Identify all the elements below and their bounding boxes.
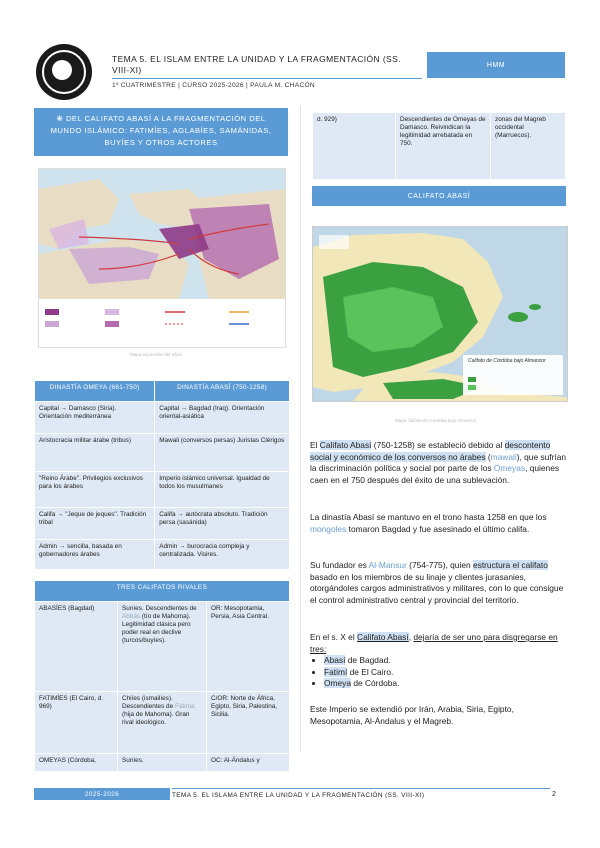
table-row — [313, 113, 566, 180]
table-cell: Imperio islámico universal. Igualdad de todos los musulmanes — [155, 472, 290, 508]
section-heading: CALIFATO ABASÍ — [312, 186, 566, 206]
table-row — [35, 434, 290, 472]
map-caption: Mapa califato de Córdoba bajo Almanzor — [395, 418, 477, 423]
table-cell: Suníes. Descendientes de Abbás (tío de Mahoma). Legitimidad clásica pero poder real en declive (turcos/buyíes). — [118, 602, 207, 692]
table-cell: OC: Al-Ándalus y — [207, 754, 290, 772]
document-title: TEMA 5. EL ISLAM ENTRE LA UNIDAD Y LA FRAGMENTACIÓN (SS. VIII-XI) — [112, 54, 401, 75]
table-cell: Mawali (conversos persas) Juristas Clérigos — [155, 434, 290, 472]
page-number: 2 — [552, 790, 556, 798]
document-subtitle: 1º CUATRIMESTRE | CURSO 2025-2026 | PAULA M. CHACÓN — [112, 82, 315, 89]
table-row — [35, 472, 290, 508]
paragraph: El Califato Abasí (750-1258) se estableció debido al descontento social y económico de los conversos no árabes (mawali), que sufrían la discriminación política y social por parte de los Omeyas, quienes caen en el 750 después del éxito de una sublevación. — [310, 440, 567, 485]
table-cell: Admin → sencilla, basada en gobernadores árabes — [35, 540, 155, 570]
paragraph: La dinastía Abasí se mantuvo en el trono hasta 1258 en que los mongoles tomaron Bagdad y fue asesinado el último califa. — [310, 512, 547, 534]
islam-expansion-map — [38, 168, 286, 348]
table-cell: Capital → Damasco (Siria). Orientación mediterránea — [35, 402, 155, 434]
map-legend-title: Califato de Córdoba bajo Almanzor — [468, 358, 546, 364]
paragraph: En el s. X el Califato Abasí, dejaría de ser uno para disgregarse en tres: • Abasí de Bagdad. • Fatimí de El Cairo. • Omeya de Córdoba. — [310, 632, 568, 690]
table-cell: OR: Mesopotamia, Persia, Asia Central. — [207, 602, 290, 692]
table-header: DINASTÍA OMEYA (661-750) — [35, 381, 155, 402]
caliphates-list — [310, 655, 568, 690]
rival-caliphates-table — [34, 580, 290, 772]
table-cell: Admin → burocracia compleja y centralizada. Visires. — [155, 540, 290, 570]
table-cell: FATIMÍES (El Cairo, d. 969) — [35, 692, 118, 754]
table-cell: Capital → Bagdad (Iraq). Orientación oriental-asiática — [155, 402, 290, 434]
list-item: • Abasí de Bagdad. — [324, 655, 568, 667]
table-cell: ABASÍES (Bagdad) — [35, 602, 118, 692]
footer-year: 2025-2026 — [34, 788, 170, 800]
table-cell: OMEYAS (Córdoba, — [35, 754, 118, 772]
course-badge: HMM — [427, 52, 565, 78]
map-caption: Mapa expansión del Islam — [130, 352, 183, 357]
table-row — [35, 540, 290, 570]
list-item: • Fatimí de El Cairo. — [324, 667, 568, 679]
rival-caliphates-table-continued — [312, 112, 566, 180]
table-header: TRES CALIFATOS RIVALES — [35, 581, 290, 602]
table-cell: Califa → autócrata absoluto. Tradición persa (sasánida) — [155, 508, 290, 540]
list-item: • Omeya de Córdoba. — [324, 678, 568, 690]
table-cell: C/OR: Norte de África, Egipto, Siria, Palestina, Sicilia. — [207, 692, 290, 754]
footer-title: TEMA 5. EL ISLAMA ENTRE LA UNIDAD Y LA FRAGMENTACIÓN (SS. VIII-XI) — [172, 788, 550, 801]
table-cell: Aristocracia militar árabe (tribus) — [35, 434, 155, 472]
table-row — [35, 754, 290, 772]
university-logo — [36, 44, 92, 100]
table-row — [35, 402, 290, 434]
table-cell: Suníes. — [118, 754, 207, 772]
table-row — [35, 602, 290, 692]
table-header: DINASTÍA ABASÍ (750-1258) — [155, 381, 290, 402]
cordoba-caliphate-map — [312, 226, 568, 402]
table-cell: d. 929) — [313, 113, 396, 180]
table-row — [35, 692, 290, 754]
table-cell: Califa → "Jeque de jeques". Tradición tribal — [35, 508, 155, 540]
table-cell: Descendientes de Omeyas de Damasco. Reivindican la legitimidad arrebatada en 750. — [396, 113, 491, 180]
table-cell: Chiíes (ismailíes). Descendientes de Fátima (hija de Mahoma). Gran rival ideológico. — [118, 692, 207, 754]
table-row — [35, 508, 290, 540]
table-cell: zonas del Magreb occidental (Marruecos). — [491, 113, 566, 180]
dynasty-comparison-table — [34, 380, 290, 570]
paragraph: Este Imperio se extendió por Irán, Arabia, Siria, Egipto, Mesopotamia, Al-Ándalus y el Magreb. — [310, 704, 514, 726]
paragraph: Su fundador es Al-Mansur (754-775), quien estructura el califato basado en los miembros de su linaje y clientes jurasanies, otorgándoles cargos administrativos y militares, con lo que consigue el control administrativo central y provincial del territorio. — [310, 560, 564, 605]
column-divider — [300, 106, 301, 751]
section-heading: ❋ DEL CALIFATO ABASÍ A LA FRAGMENTACIÓN DEL MUNDO ISLÁMICO: FATIMÍES, AGLABÍES, SAMÁNIDAS, BUYÍES Y OTROS ACTORES — [34, 108, 288, 156]
header-divider — [112, 78, 422, 79]
table-cell: "Reino Árabe". Privilegios exclusivos para los árabes — [35, 472, 155, 508]
table-header-row — [35, 381, 290, 402]
table-header-row — [35, 581, 290, 602]
